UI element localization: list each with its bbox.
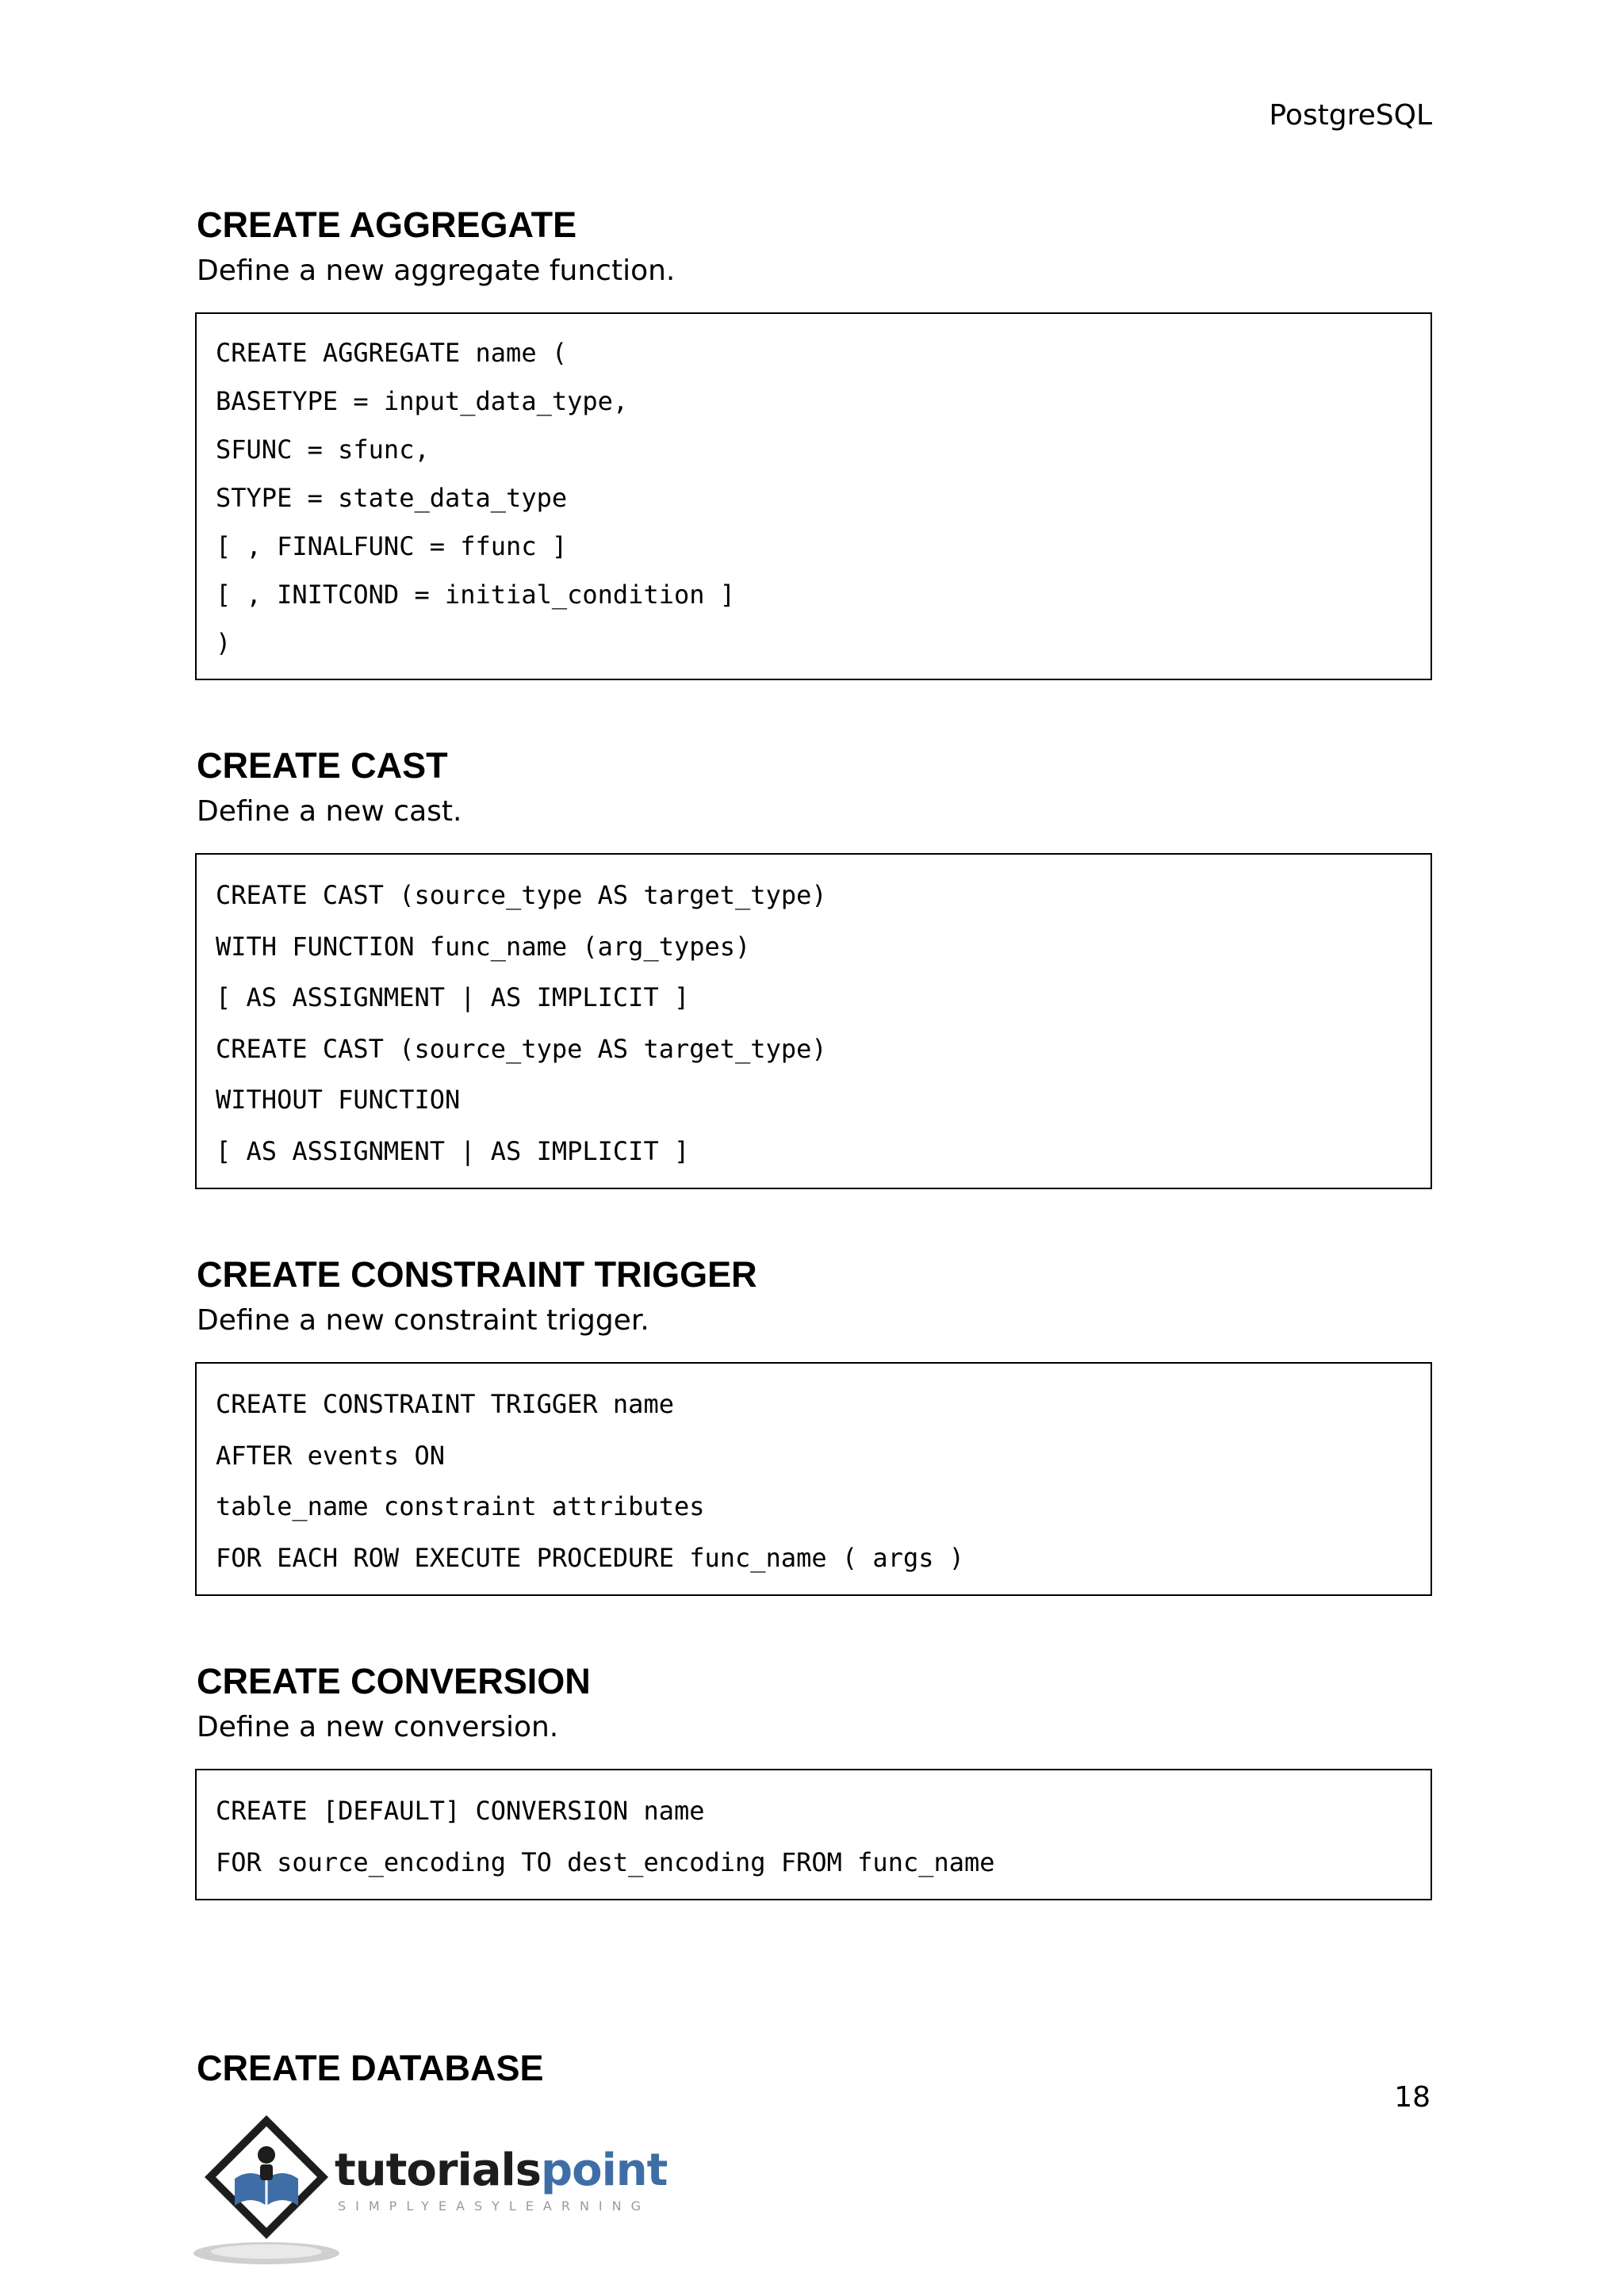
code-line: STYPE = state_data_type: [216, 483, 568, 513]
logo-brand-part1: tutorials: [335, 2145, 542, 2196]
running-header: PostgreSQL: [1269, 99, 1432, 132]
section-title: CREATE CONSTRAINT TRIGGER: [197, 1254, 757, 1295]
logo-tagline: SIMPLYEASYLEARNING: [338, 2198, 651, 2214]
section-title: CREATE CONVERSION: [197, 1661, 591, 1701]
code-line: FOR EACH ROW EXECUTE PROCEDURE func_name ( args ): [216, 1542, 965, 1573]
code-block: [195, 1362, 1432, 1596]
code-line: ): [216, 628, 232, 658]
page-number: 18: [1394, 2081, 1431, 2114]
code-block: [195, 853, 1432, 1189]
section-create-constraint-trigger: [197, 1253, 1432, 1596]
section-title: CREATE AGGREGATE: [197, 205, 577, 245]
section-description: Define a new constraint trigger.: [197, 1304, 649, 1337]
code-line: CREATE CAST (source_type AS target_type): [216, 1033, 827, 1064]
section-title: CREATE CAST: [197, 745, 448, 786]
spacer: [197, 1596, 1432, 1659]
code-line: [ , INITCOND = initial_condition ]: [216, 580, 736, 610]
section-description: Define a new conversion.: [197, 1711, 559, 1743]
code-line: table_name constraint attributes: [216, 1491, 705, 1521]
section-create-database: [197, 2046, 1432, 2091]
code-line: [ , FINALFUNC = ffunc ]: [216, 531, 568, 561]
code-block: [195, 1769, 1432, 1900]
person-icon: [258, 2146, 275, 2164]
spacer: [197, 680, 1432, 744]
code-line: WITH FUNCTION func_name (arg_types): [216, 931, 751, 962]
code-line: WITHOUT FUNCTION: [216, 1085, 461, 1115]
code-line: CREATE [DEFAULT] CONVERSION name: [216, 1796, 705, 1826]
code-line: FOR source_encoding TO dest_encoding FROM func_name: [216, 1846, 995, 1877]
section-description: Define a new cast.: [197, 795, 462, 828]
section-create-aggregate: [197, 203, 1432, 680]
code-line: CREATE CONSTRAINT TRIGGER name: [216, 1389, 674, 1419]
code-line: AFTER events ON: [216, 1440, 445, 1471]
spacer: [197, 1900, 1432, 2046]
code-line: BASETYPE = input_data_type,: [216, 386, 629, 416]
code-line: [ AS ASSIGNMENT | AS IMPLICIT ]: [216, 1135, 690, 1166]
logo-brand: [335, 2145, 668, 2196]
code-line: SFUNC = sfunc,: [216, 434, 430, 465]
logo-brand-part2: point: [541, 2145, 668, 2196]
section-create-conversion: [197, 1659, 1432, 1900]
spacer: [197, 1189, 1432, 1253]
section-title: CREATE DATABASE: [197, 2048, 544, 2088]
section-description: Define a new aggregate function.: [197, 254, 676, 287]
section-create-cast: [197, 744, 1432, 1189]
code-block: [195, 312, 1432, 680]
code-line: [ AS ASSIGNMENT | AS IMPLICIT ]: [216, 982, 690, 1012]
page-content: [197, 203, 1432, 2091]
tutorialspoint-logo: [193, 2106, 669, 2272]
code-line: CREATE CAST (source_type AS target_type): [216, 880, 827, 910]
code-line: CREATE AGGREGATE name (: [216, 338, 568, 368]
